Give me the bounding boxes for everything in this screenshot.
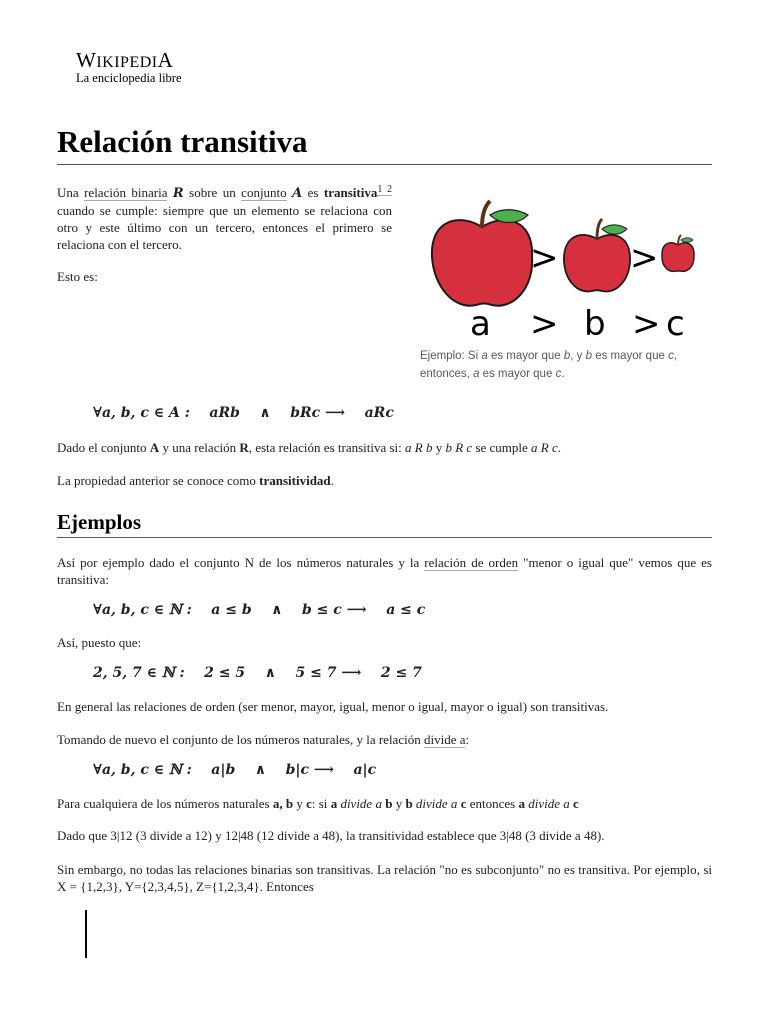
big-apple-icon bbox=[432, 201, 532, 306]
medium-apple-icon bbox=[564, 219, 630, 291]
wikipedia-logo[interactable]: WIKIPEDIA bbox=[76, 48, 174, 72]
formula-definition: ∀a, b, c ∈ A : aRb ∧ bRc ⟶ aRc bbox=[93, 405, 394, 421]
formula-divides: ∀a, b, c ∈ ℕ : a|b ∧ b|c ⟶ a|c bbox=[93, 762, 377, 778]
logo-tagline: La enciclopedia libre bbox=[76, 71, 182, 85]
figure-gt-symbol: > bbox=[530, 238, 559, 278]
figure-caption: Ejemplo: Si a es mayor que b, y b es mayor que c, entonces, a es mayor que c. bbox=[420, 350, 678, 380]
figure-label-c: c bbox=[666, 304, 685, 344]
dado-que-paragraph: Dado que 3|12 (3 divide a 12) y 12|48 (12 divide a 48), la transitividad establece que 3|48 (3 divide a 48). bbox=[57, 828, 605, 843]
figure-gt-symbol: > bbox=[530, 304, 559, 344]
link-conjunto[interactable]: conjunto bbox=[241, 185, 287, 200]
intro-paragraph: Una relación binaria R sobre un conjunto A es transitiva$^{1 2}$ cuando se cumple: siempre que un elemento se relaciona con otro y este último con un tercero, entonces el primero se relaciona con el tercero. bbox=[57, 184, 393, 252]
dado-paragraph: Dado el conjunto A y una relación R, esta relación es transitiva si: a R b y b R c se cumple a R c. bbox=[57, 440, 562, 455]
small-apple-icon bbox=[662, 235, 694, 271]
ejemplo-paragraph: Así por ejemplo dado el conjunto N de los números naturales y la relación de orden "menor o igual que" vemos que es transitiva: bbox=[57, 555, 712, 587]
general-paragraph: En general las relaciones de orden (ser menor, mayor, igual, menor o igual, mayor o igual) son transitivas. bbox=[57, 699, 609, 714]
asi-text: Así, puesto que: bbox=[57, 635, 142, 650]
reference-links[interactable]: 1 2 bbox=[377, 184, 393, 195]
link-relacion-de-orden[interactable]: relación de orden bbox=[424, 555, 519, 570]
formula-leq: ∀a, b, c ∈ ℕ : a ≤ b ∧ b ≤ c ⟶ a ≤ c bbox=[93, 602, 426, 618]
figure-label-a: a bbox=[470, 304, 491, 344]
formula-numbers: 2, 5, 7 ∈ ℕ : 2 ≤ 5 ∧ 5 ≤ 7 ⟶ 2 ≤ 7 bbox=[93, 665, 422, 681]
page-title: Relación transitiva bbox=[57, 124, 308, 159]
text-cursor-bar bbox=[85, 910, 87, 958]
propiedad-paragraph: La propiedad anterior se conoce como transitividad. bbox=[57, 473, 334, 488]
para-paragraph: Para cualquiera de los números naturales a, b y c: si a divide a b y b divide a c entonces a divide a c bbox=[57, 796, 579, 811]
section-heading-ejemplos: Ejemplos bbox=[57, 510, 141, 534]
link-relacion-binaria[interactable]: relación binaria bbox=[84, 185, 168, 200]
figure-gt-symbol: > bbox=[632, 304, 661, 344]
figure-label-b: b bbox=[584, 304, 606, 344]
tomando-paragraph: Tomando de nuevo el conjunto de los números naturales, y la relación divide a: bbox=[57, 732, 470, 747]
figure-gt-symbol: > bbox=[630, 238, 659, 278]
section-divider bbox=[57, 537, 712, 538]
apples-illustration bbox=[420, 195, 712, 345]
sin-embargo-paragraph: Sin embargo, no todas las relaciones binarias son transitivas. La relación "no es subconjunto" no es transitiva. Por ejemplo, si X = {1,2,3}, Y={2,3,4,5}, Z={1,2,3,4}. Entonces bbox=[57, 862, 712, 894]
link-divide-a[interactable]: divide a bbox=[423, 732, 466, 747]
esto-es-text: Esto es: bbox=[57, 269, 98, 284]
title-divider bbox=[57, 164, 712, 165]
